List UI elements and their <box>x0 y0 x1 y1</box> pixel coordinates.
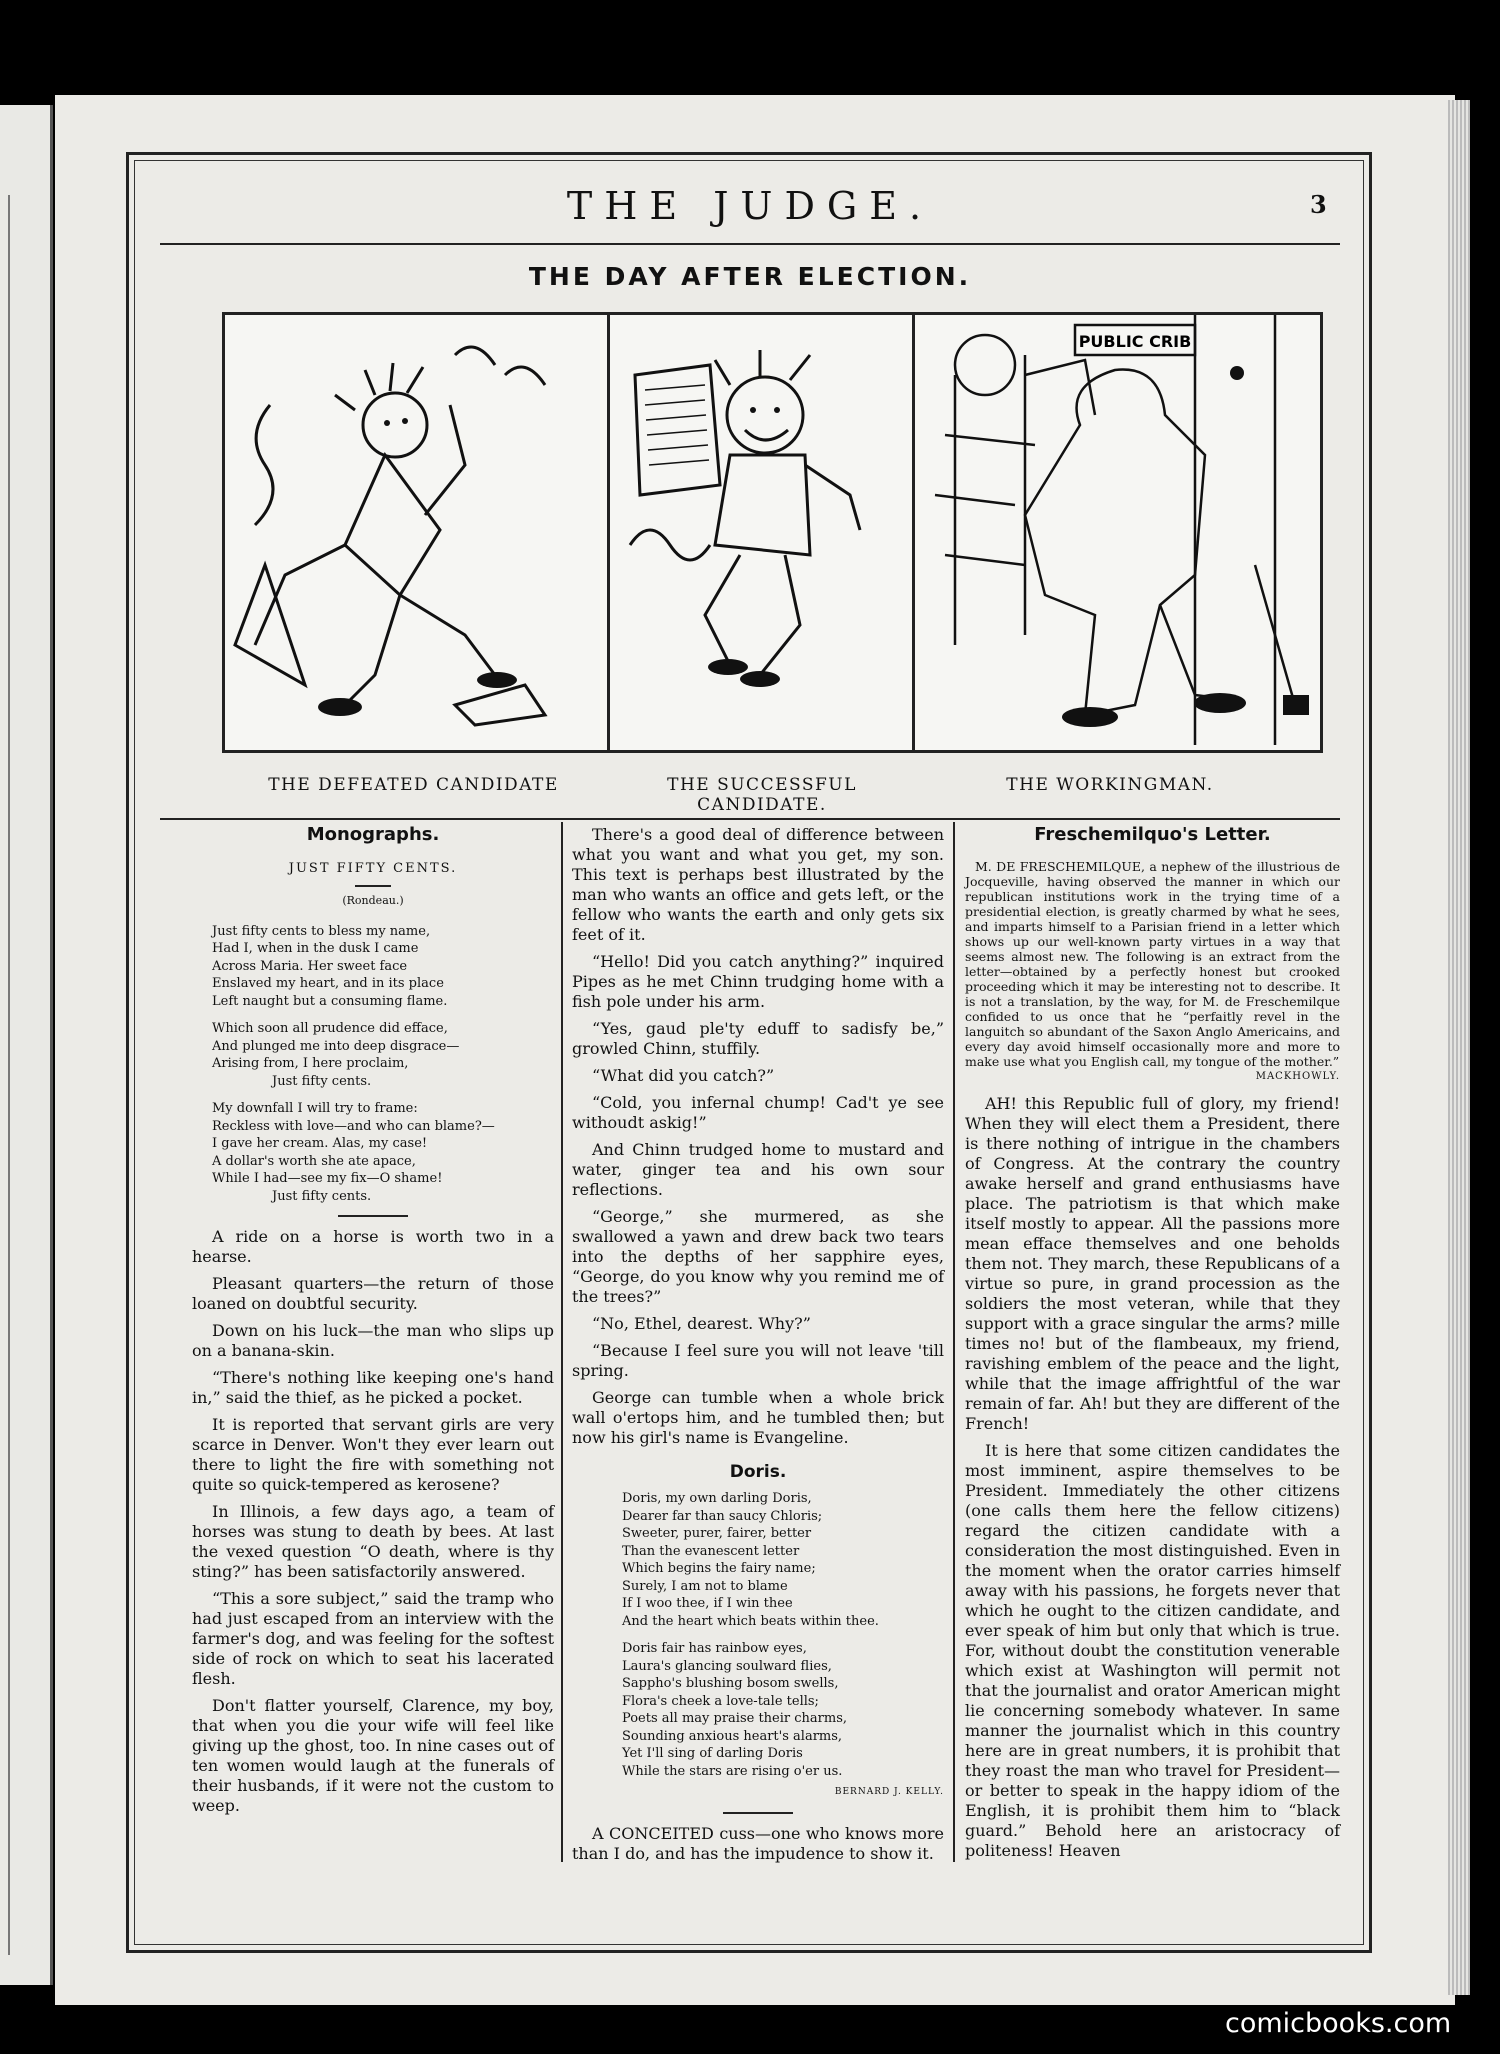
poem-title: JUST FIFTY CENTS. <box>288 861 458 876</box>
paragraph: It is reported that servant girls are very scarce in Denver. Won't they ever learn out there to light the fire with something not quite so quick-tempered as kerosene? <box>192 1414 554 1494</box>
poem-subtitle: (Rondeau.) <box>342 893 404 907</box>
section-rule <box>160 818 1340 820</box>
poem-stanza-1: Just fifty cents to bless my name, Had I, when in the dusk I came Across Maria. Her sweet face Enslaved my heart, and in its place Left naught but a consuming flame. <box>212 923 448 1009</box>
page-number: 3 <box>1310 190 1327 219</box>
panel-successful-candidate <box>607 312 923 753</box>
paragraph: “There's nothing like keeping one's hand in,” said the thief, as he picked a pocket. <box>192 1367 554 1407</box>
doris-heading: Doris. <box>729 1462 787 1482</box>
masthead-title: THE JUDGE. <box>566 184 934 228</box>
letter-intro-signature: MACKHOWLY. <box>1255 1071 1340 1082</box>
page-stack-edge <box>1448 100 1470 1995</box>
paragraph: “This a sore subject,” said the tramp who had just escaped from an interview with the farmer's dog, and was feeling for the softest side of rock on which to seat his lacerated flesh. <box>192 1588 554 1688</box>
caption-defeated: THE DEFEATED CANDIDATE <box>268 775 559 795</box>
column-freschemilquo <box>965 825 1340 1868</box>
paragraph: “No, Ethel, dearest. Why?” <box>592 1314 811 1333</box>
doris-stanza-2: Doris fair has rainbow eyes, Laura's glancing soulward flies, Sappho's blushing bosom swells, Flora's cheek a love-tale tells; Poets all may praise their charms, Sounding anxious heart's alarms, Yet I'll sing of darling Doris While the stars are rising o'er us. <box>622 1641 848 1779</box>
column-monographs <box>192 825 554 1823</box>
caption-successful: THE SUCCESSFUL CANDIDATE. <box>667 775 857 815</box>
monographs-heading: Monographs. <box>306 824 440 845</box>
successful-candidate-drawing <box>610 315 920 750</box>
paragraph: “Hello! Did you catch anything?” inquired Pipes as he met Chinn trudging home with a fish pole under his arm. <box>572 952 944 1011</box>
paragraph: “Cold, you infernal chump! Cad't ye see withoudt askig!” <box>572 1093 944 1132</box>
panel-defeated-candidate <box>222 312 611 753</box>
caption-workingman: THE WORKINGMAN. <box>1006 775 1214 795</box>
left-page-edge <box>0 105 53 1985</box>
paragraph: Pleasant quarters—the return of those loaned on doubtful security. <box>192 1273 554 1313</box>
doris-stanza-1: Doris, my own darling Doris, Dearer far than saucy Chloris; Sweeter, purer, fairer, better Than the evanescent letter Which begins the fairy name; Surely, I am not to blame If I woo thee, if I win thee And the heart which beats within thee. <box>622 1491 879 1629</box>
paragraph: And Chinn trudged home to mustard and water, ginger tea and his own sour reflections. <box>572 1140 944 1199</box>
defeated-candidate-drawing <box>225 315 608 750</box>
poem-stanza-3: My downfall I will try to frame: Reckless with love—and who can blame?— I gave her cream. Alas, my case! A dollar's worth she ate apace, While I had—see my fix—O shame! Just fifty cents. <box>212 1101 495 1204</box>
paragraph: “Because I feel sure you will not leave 'till spring. <box>572 1341 944 1380</box>
column-rule-2 <box>953 822 955 1862</box>
paragraph: AH! this Republic full of glory, my friend! When they will elect them a President, there is there nothing of intrigue in the chambers of Congress. At the contrary the country awake herself and grand enthusiasms have place. The patriotism is that which make itself mostly to appear. All the passions more mean efface themselves and one beholds them not. They march, these Republicans of a virtue so pure, in grand procession as the soldiers the most veteran, while that they support with a grace singular the arms? mille times no! but of the flambeaux, my friend, ravishing emblem of the peace and the light, while that the image affrightful of the war remain of far. Ah! but they are different of the French! <box>965 1094 1340 1433</box>
letter-intro: M. DE FRESCHEMILQUE, a nephew of the illustrious de Jocqueville, having observed the manner in which our republican institutions work in the trying time of a presidential election, is greatly charmed by what he sees, and imparts himself to a Parisian friend in a letter which shows up our well-known party virtues in a way that seems almost new. The following is an extract from the letter—obtained by a perfectly honest but crooked proceeding which it may be interesting not to describe. It is not a translation, by the way, for M. de Freschemilque confided to us once that he “perfaitly revel in the languitch so abundant of the Saxon Anglo Americains, and every day avoid himself occasionally more and more to make use what you English call, my tongue of the mother.” MACKHOWLY. <box>965 859 1340 1082</box>
masthead-rule <box>160 243 1340 245</box>
column-rule-1 <box>561 822 563 1862</box>
paragraph: A ride on a horse is worth two in a hearse. <box>192 1226 554 1266</box>
workingman-drawing <box>915 315 1320 750</box>
paragraph: George can tumble when a whole brick wall o'ertops him, and he tumbled then; but now his girl's name is Evangeline. <box>572 1388 944 1447</box>
site-watermark: comicbooks.com <box>1225 2008 1452 2039</box>
paragraph: Don't flatter yourself, Clarence, my boy, that when you die your wife will feel like giving up the ghost, too. In nine cases out of ten women would laugh at the funerals of their husbands, if it were not the custom to weep. <box>192 1695 554 1815</box>
closing-paragraph: A CONCEITED cuss—one who knows more than I do, and has the impudence to show it. <box>572 1823 944 1863</box>
paragraph: “Yes, gaud ple'ty eduff to sadisfy be,” growled Chinn, stuffily. <box>572 1019 944 1058</box>
poem-stanza-2: Which soon all prudence did efface, And plunged me into deep disgrace— Arising from, I here proclaim, Just fifty cents. <box>212 1021 460 1089</box>
paragraph: Down on his luck—the man who slips up on a banana-skin. <box>192 1320 554 1360</box>
panel-workingman <box>912 312 1323 753</box>
paragraph: In Illinois, a few days ago, a team of horses was stung to death by bees. At last the vexed question “O death, where is thy sting?” has been satisfactorily answered. <box>192 1501 554 1581</box>
column-middle <box>572 825 944 1871</box>
public-crib-sign: PUBLIC CRIB <box>1078 332 1192 351</box>
paragraph: It is here that some citizen candidates the most imminent, aspire themselves to be President. Immediately the other citizens (one calls them here the fellow citizens) regard the citizen candidate with a consideration the most distinguished. Even in the moment when the orator carries himself away with his passions, he forgets never that which he ought to the citizen candidate, and ever speak of him but only that which is true. For, without doubt the constitution venerable which exist at Washington will permit not that the journalist and orator American might lie concerning somebody whatever. In same manner the journalist which in this country here are in great numbers, it is prohibit that they roast the man who travel for President—or better to speak in the happy idiom of the English, it is prohibit them him to “black guard.” Behold here an aristocracy of politeness! Heaven <box>965 1441 1340 1860</box>
paragraph: There's a good deal of difference between what you want and what you get, my son. This text is perhaps best illustrated by the man who wants an office and gets left, or the fellow who wants the earth and only gets six feet of it. <box>572 825 944 944</box>
cartoon-headline: THE DAY AFTER ELECTION. <box>528 262 972 291</box>
doris-author: BERNARD J. KELLY. <box>834 1787 944 1797</box>
paragraph: “What did you catch?” <box>592 1066 775 1085</box>
letter-heading: Freschemilquo's Letter. <box>1034 824 1271 845</box>
paragraph: “George,” she murmered, as she swallowed a yawn and drew back two tears into the depths of her sapphire eyes, “George, do you know why you remind me of the trees?” <box>572 1207 944 1306</box>
